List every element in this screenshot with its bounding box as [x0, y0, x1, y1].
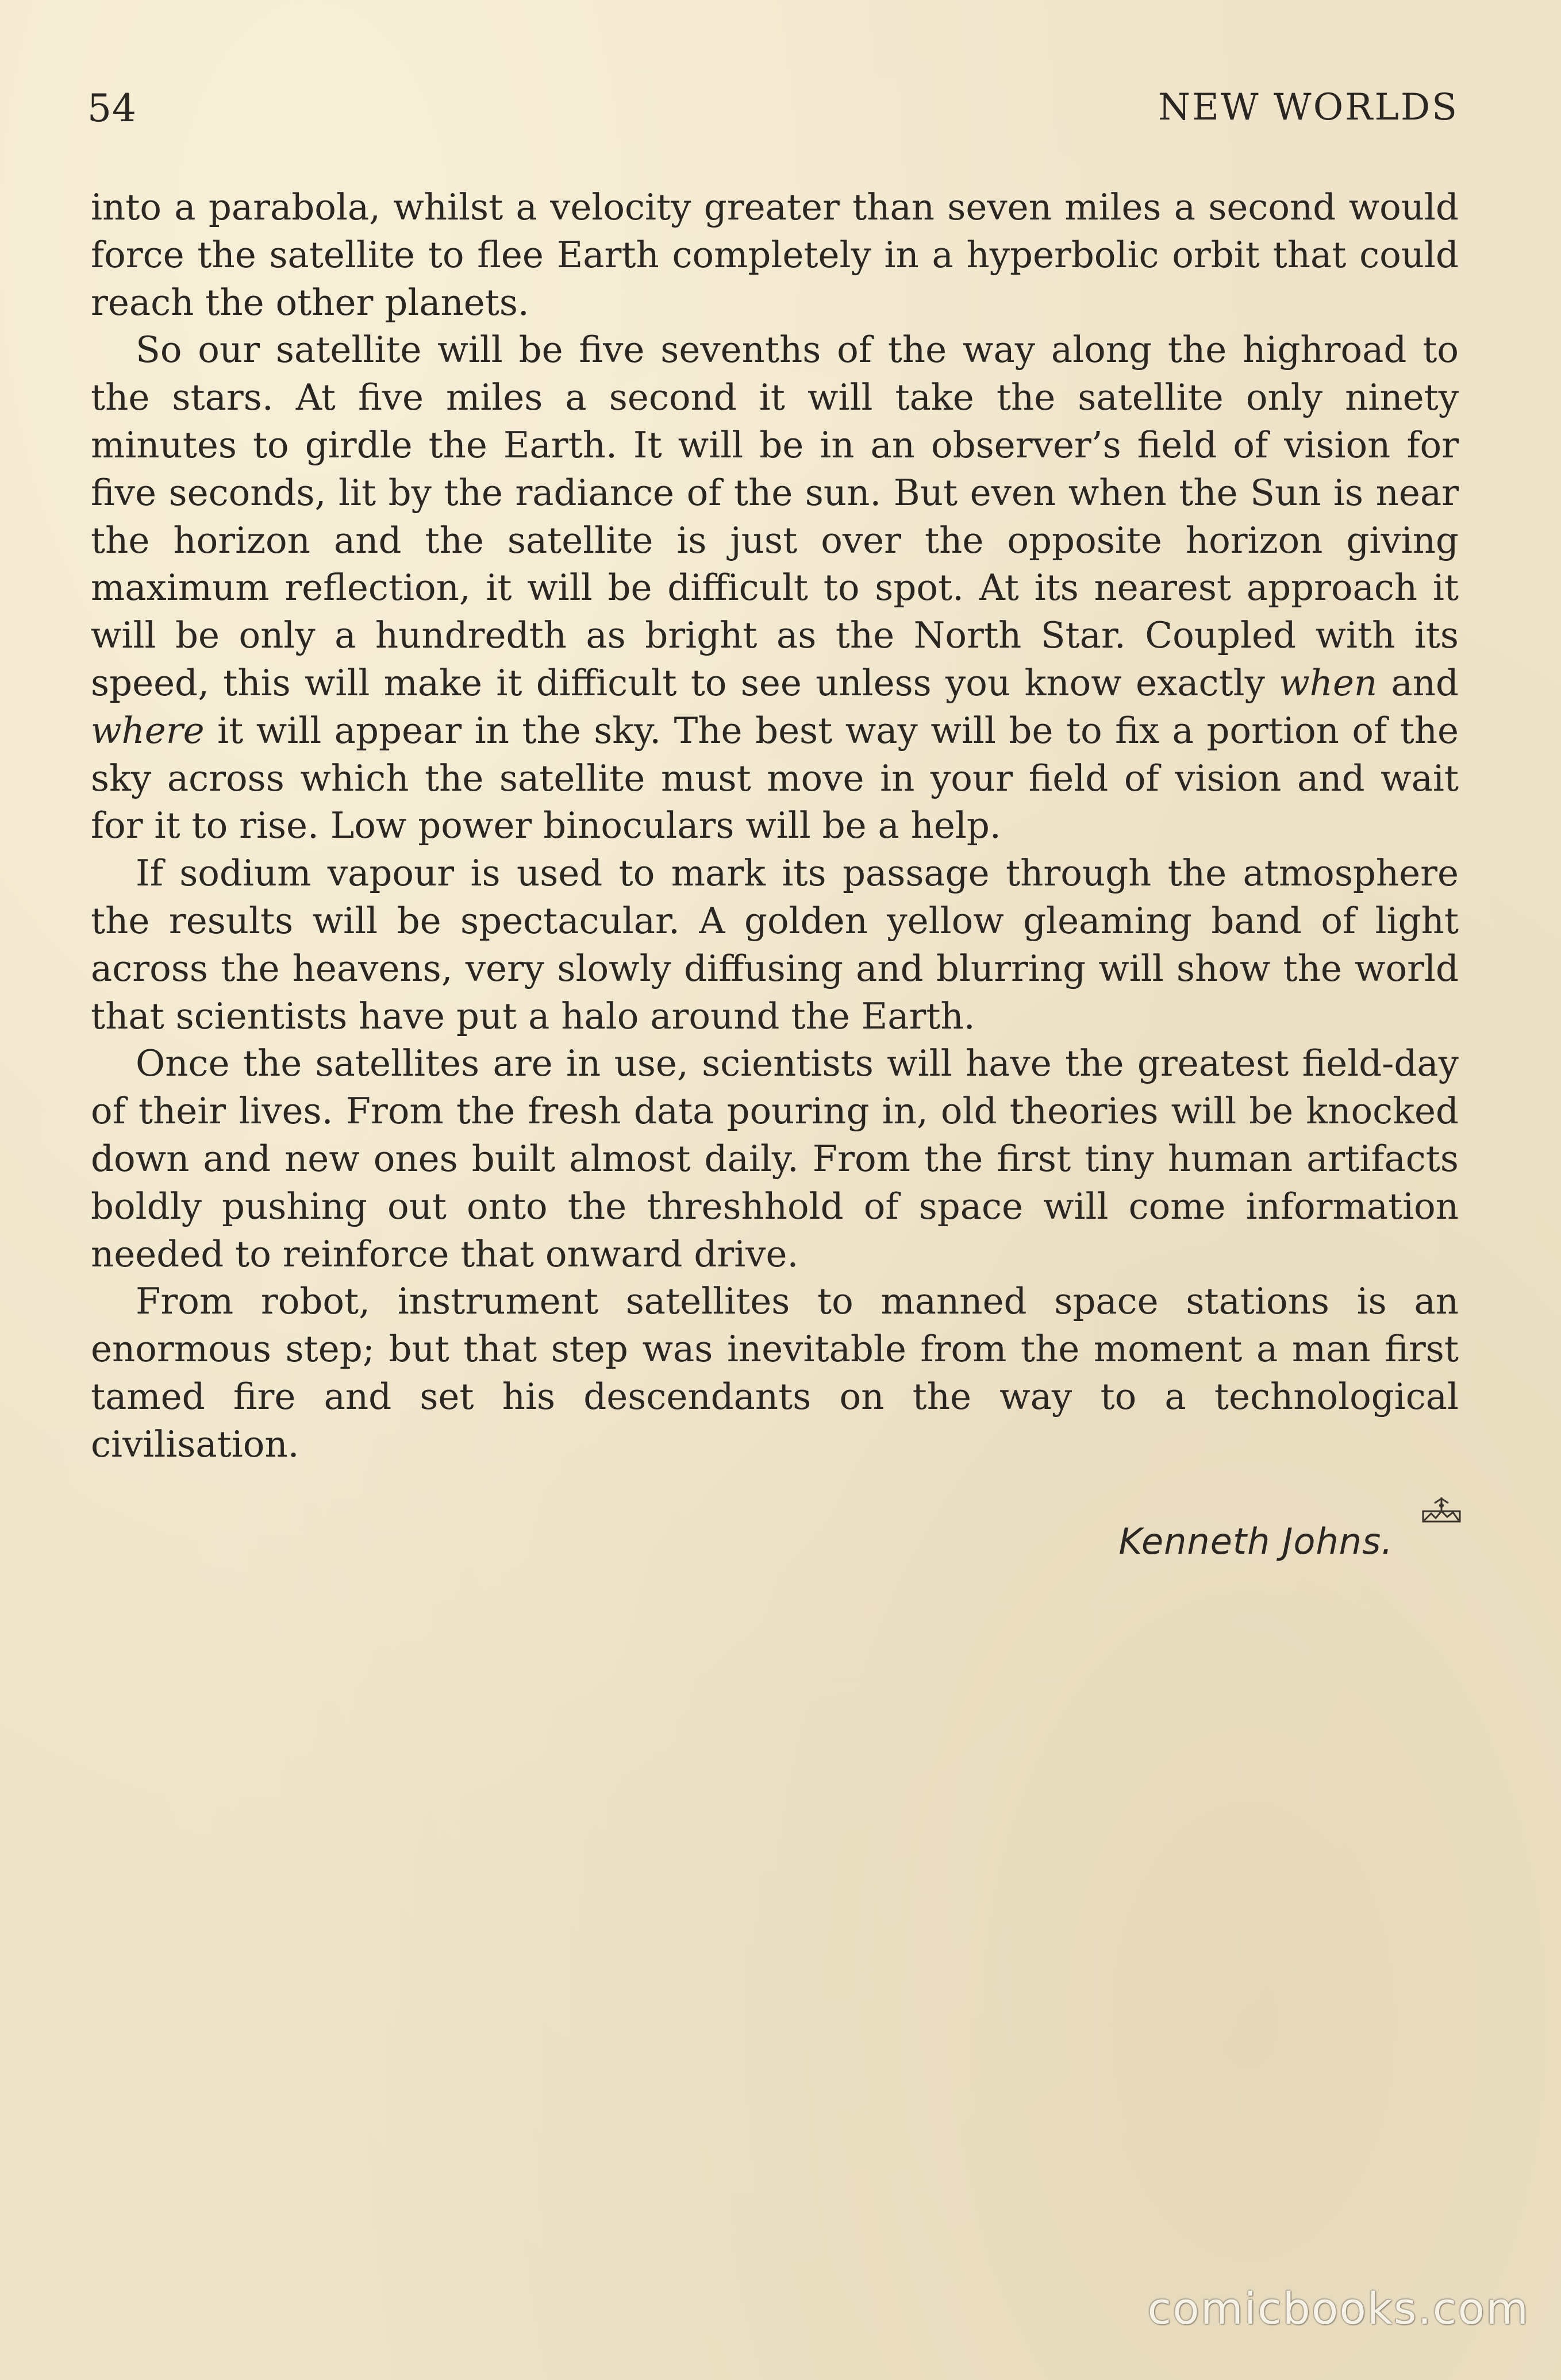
page-number: 54 — [87, 86, 137, 130]
paragraph-3: If sodium vapour is used to mark its passage through the atmosphere the results will be spectacular. A golden yellow gleaming band of light across the heavens, very slowly diffusing and blurring will show the world that scientists have put a halo around the Earth. — [91, 852, 1459, 1037]
article-body — [91, 184, 1459, 1469]
paragraph-2-text-b: and — [1377, 661, 1459, 704]
end-of-article-ornament-icon — [1418, 1494, 1464, 1526]
paragraph-1: into a parabola, whilst a velocity greater than seven miles a second would force the satellite to flee Earth completely in a hyperbolic orbit that could reach the other planets. — [91, 186, 1459, 324]
paragraph-2 — [91, 326, 1459, 850]
paragraph-2-text-a: So our satellite will be five sevenths of the way along the highroad to the stars. At five miles a second it will take the satellite only ninety minutes to girdle the Earth. It will be in an observer’s field of vision for five seconds, lit by the radiance of the sun. But even when the Sun is near the horizon and the satellite is just over the opposite horizon giving maximum reflection, it will be difficult to spot. At its nearest approach it will be only a hundredth as bright as the North Star. Coupled with its speed, this will make it difficult to see unless you know exactly — [91, 329, 1459, 704]
paragraph-5: From robot, instrument satellites to manned space stations is an enormous step; but that step was inevitable from the moment a man first tamed fire and set his descendants on the way to a technological civilisation. — [91, 1280, 1459, 1465]
paragraph-2-text-c: it will appear in the sky. The best way will be to fix a portion of the sky across which the satellite must move in your field of vision and wait for it to rise. Low power binoculars will be a help. — [91, 709, 1459, 847]
site-watermark: comicbooks.com — [1147, 2283, 1529, 2334]
running-head — [87, 86, 1459, 149]
emphasis-when: when — [1279, 661, 1378, 704]
journal-title: NEW WORLDS — [1158, 86, 1459, 129]
paragraph-4: Once the satellites are in use, scientists will have the greatest field-day of their lives. From the fresh data pouring in, old theories will be knocked down and new ones built almost daily. From the first tiny human artifacts boldly pushing out onto the threshhold of space will come information needed to reinforce that onward drive. — [91, 1042, 1459, 1275]
emphasis-where: where — [91, 709, 205, 752]
author-signature: Kenneth Johns. — [1118, 1520, 1393, 1562]
